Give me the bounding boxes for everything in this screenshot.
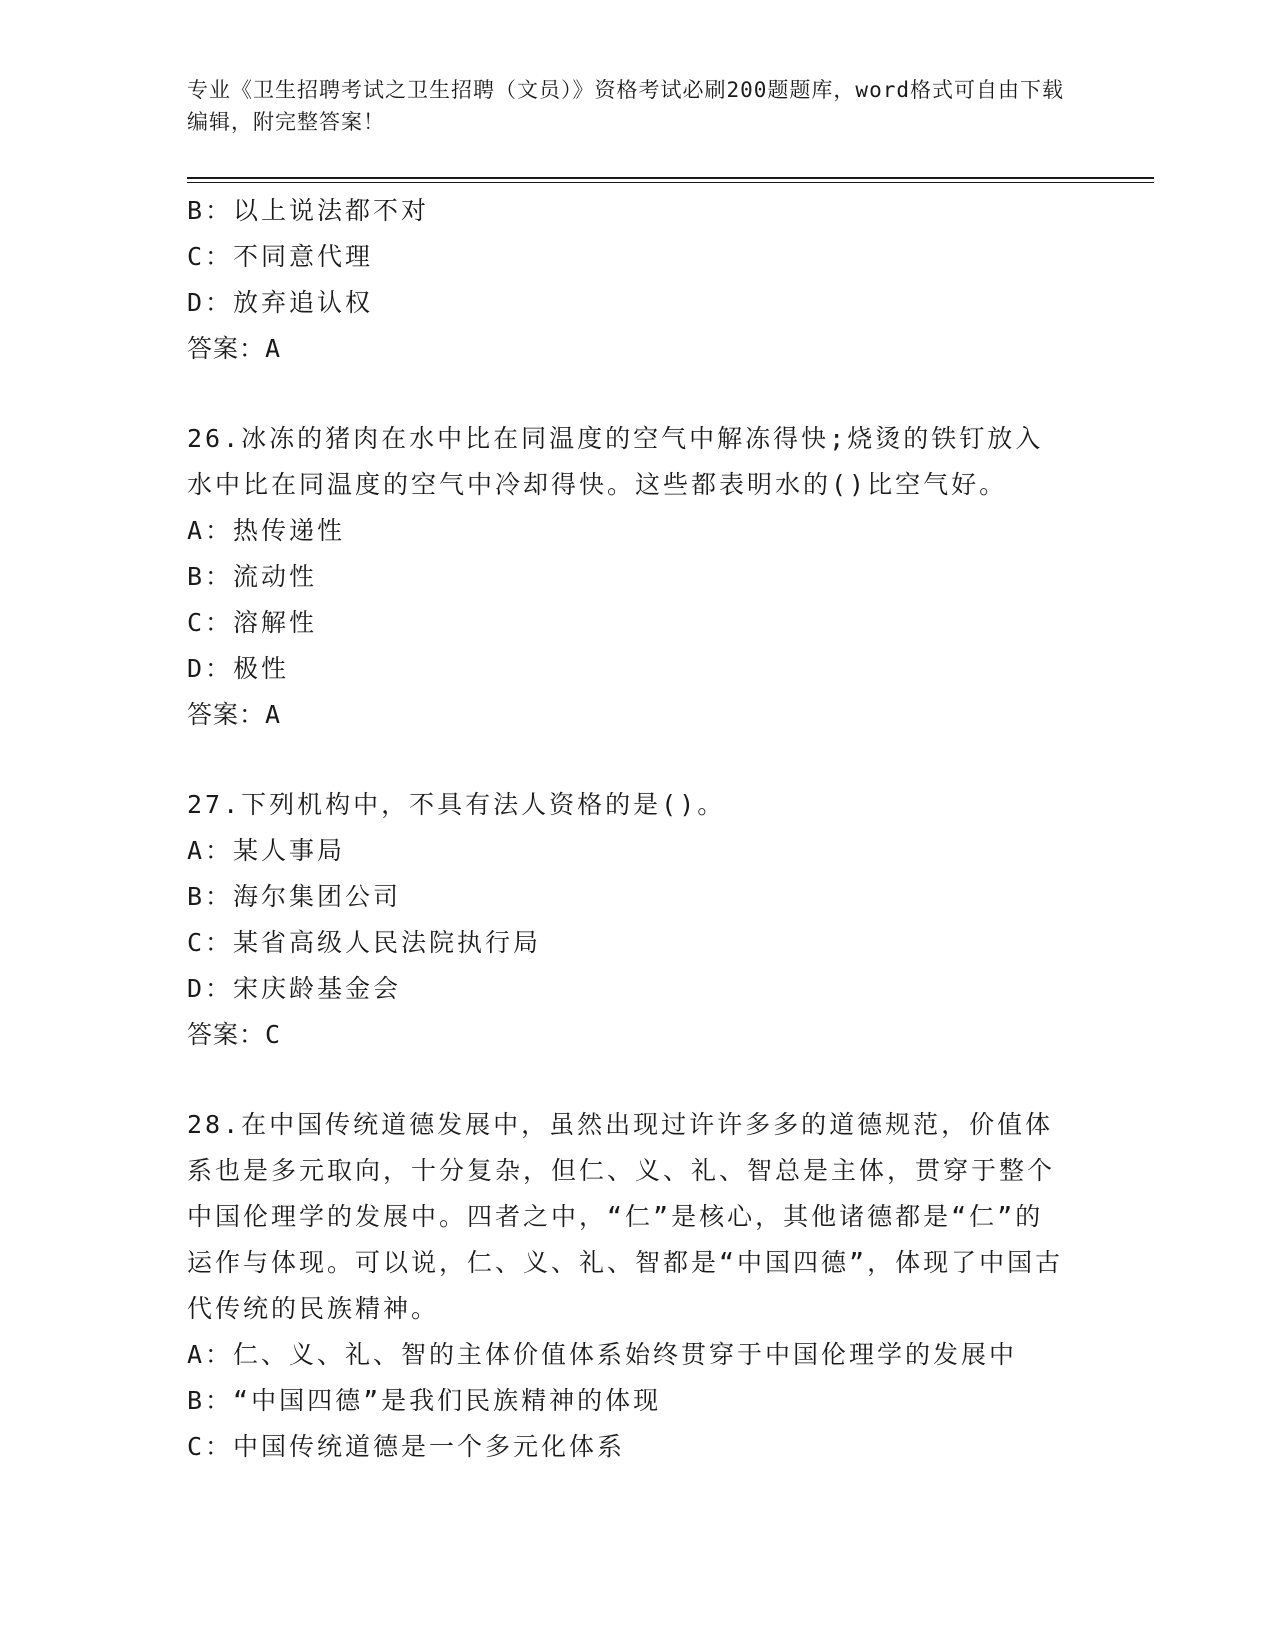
option-d: D：宋庆龄基金会 (187, 974, 402, 1003)
question-25-tail (187, 188, 1067, 372)
header-divider-thick (187, 177, 1154, 179)
option-c: C：溶解性 (187, 608, 318, 637)
document-header: 专业《卫生招聘考试之卫生招聘（文员）》资格考试必刷200题题库，word格式可自由下载编辑，附完整答案！ (187, 78, 1064, 134)
question-27 (187, 782, 1067, 1058)
option-b: B：流动性 (187, 562, 318, 591)
option-c: C：某省高级人民法院执行局 (187, 928, 542, 957)
option-c: C：中国传统道德是一个多元化体系 (187, 1432, 626, 1461)
option-a: A：热传递性 (187, 516, 346, 545)
header-divider-thin (187, 182, 1154, 183)
option-a: A：仁、义、礼、智的主体价值体系始终贯穿于中国伦理学的发展中 (187, 1340, 1018, 1369)
question-26 (187, 416, 1067, 738)
option-d: D：放弃追认权 (187, 288, 374, 317)
option-a: A：某人事局 (187, 836, 346, 865)
option-b: B：以上说法都不对 (187, 196, 430, 225)
answer: 答案：A (187, 700, 282, 729)
spacer (187, 1058, 1067, 1102)
option-b: B：海尔集团公司 (187, 882, 402, 911)
question-stem: 26.冰冻的猪肉在水中比在同温度的空气中解冻得快;烧烫的铁钉放入水中比在同温度的空气中冷却得快。这些都表明水的()比空气好。 (187, 424, 1044, 499)
spacer (187, 738, 1067, 782)
option-b: B：“中国四德”是我们民族精神的体现 (187, 1386, 662, 1415)
option-d: D：极性 (187, 654, 290, 683)
question-stem: 27.下列机构中，不具有法人资格的是()。 (187, 790, 726, 819)
question-content (187, 188, 1067, 1470)
answer: 答案：A (187, 334, 282, 363)
answer: 答案：C (187, 1020, 282, 1049)
question-stem: 28.在中国传统道德发展中，虽然出现过许许多多的道德规范，价值体系也是多元取向，十分复杂，但仁、义、礼、智总是主体，贯穿于整个中国伦理学的发展中。四者之中，“仁”是核心，其他诸德都是“仁”的运作与体现。可以说，仁、义、礼、智都是“中国四德”，体现了中国古代传统的民族精神。 (187, 1110, 1064, 1323)
option-c: C：不同意代理 (187, 242, 374, 271)
question-28 (187, 1102, 1067, 1470)
spacer (187, 372, 1067, 416)
